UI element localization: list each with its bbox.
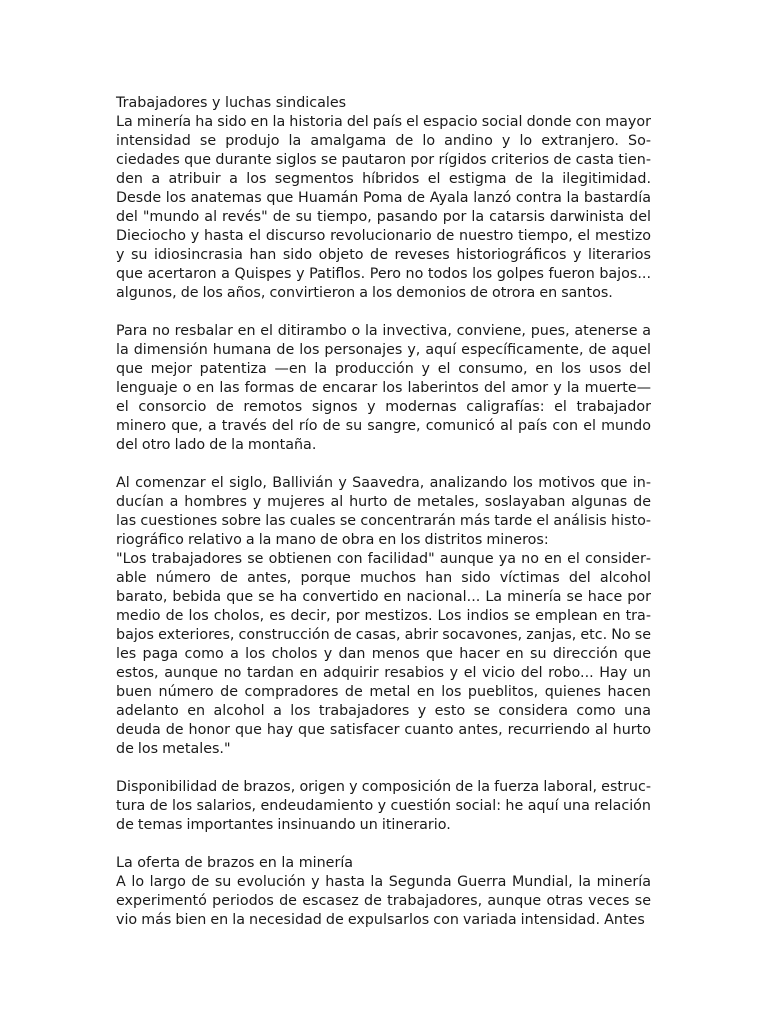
- paragraph-ballivian-saavedra: Al comenzar el siglo, Ballivián y Saavedra, analizando los motivos que inducían a hombres y mujeres al hurto de metales, soslayaban algunas de las cuestiones sobre las cuales se concentrarán más tarde el análisis historiográfico relativo a la mano de obra en los distritos mineros:: [116, 475, 651, 548]
- paragraph-evolucion: A lo largo de su evolución y hasta la Segunda Guerra Mundial, la minería experimentó periodos de escasez de trabajadores, aunque otras veces se vio más bien en la necesidad de expulsarlos con variada intensidad. Antes: [116, 874, 651, 928]
- section-heading-oferta-brazos: La oferta de brazos en la minería: [116, 855, 354, 871]
- paragraph-quote-trabajadores: "Los trabajadores se obtienen con facilidad" aunque ya no en el considerable número de antes, porque muchos han sido víctimas del alcohol barato, bebida que se ha convertido en nacional... La minería se hace por medio de los cholos, es decir, por mestizos. Los indios se emplean en trabajos exteriores, construcción de casas, abrir socavones, zanjas, etc. No se les paga como a los cholos y dan menos que hacer en su dirección que estos, aunque no tardan en adquirir resabios y el vicio del robo... Hay un buen número de compradores de metal en los pueblitos, quienes hacen adelanto en alcohol a los trabajadores y esto se considera como una deuda de honor que hay que satisfacer cuanto antes, recurriendo al hurto de los metales.": [116, 551, 651, 757]
- paragraph-spacer: [116, 759, 651, 778]
- paragraph-dimension-humana: Para no resbalar en el ditirambo o la invectiva, conviene, pues, atenerse a la dimensión humana de los personajes y, aquí específicamente, de aquel que mejor patentiza —en la producción y el consumo, en los usos del lenguaje o en las formas de encarar los laberintos del amor y la muerte— el consorcio de remotos signos y modernas caligrafías: el trabajador minero que, a través del río de su sangre, comunicó al país con el mundo del otro lado de la montaña.: [116, 323, 651, 453]
- paragraph-disponibilidad: Disponibilidad de brazos, origen y composición de la fuerza laboral, estructura de los salarios, endeudamiento y cuestión social: he aquí una relación de temas importantes insinuando un itinerario.: [116, 779, 651, 833]
- paragraph-spacer: [116, 835, 651, 854]
- paragraph-mineria-historia: La minería ha sido en la historia del país el espacio social donde con mayor intensidad se produjo la amalgama de lo andino y lo extranjero. Sociedades que durante siglos se pautaron por rígidos criterios de casta tienden a atribuir a los segmentos híbridos el estigma de la ilegitimidad. Desde los anatemas que Huamán Poma de Ayala lanzó contra la bastardía del "mundo al revés" de su tiempo, pasando por la catarsis darwinista del Dieciocho y hasta el discurso revolucionario de nuestro tiempo, el mestizo y su idiosincrasia han sido objeto de reveses historiográficos y literarios que acertaron a Quispes y Patiflos. Pero no todos los golpes fueron bajos... algunos, de los años, convirtieron a los demonios de otrora en santos.: [116, 114, 651, 301]
- section-heading-trabajadores: Trabajadores y luchas sindicales: [116, 95, 347, 111]
- document-page: [116, 94, 651, 930]
- paragraph-spacer: [116, 303, 651, 322]
- paragraph-spacer: [116, 455, 651, 474]
